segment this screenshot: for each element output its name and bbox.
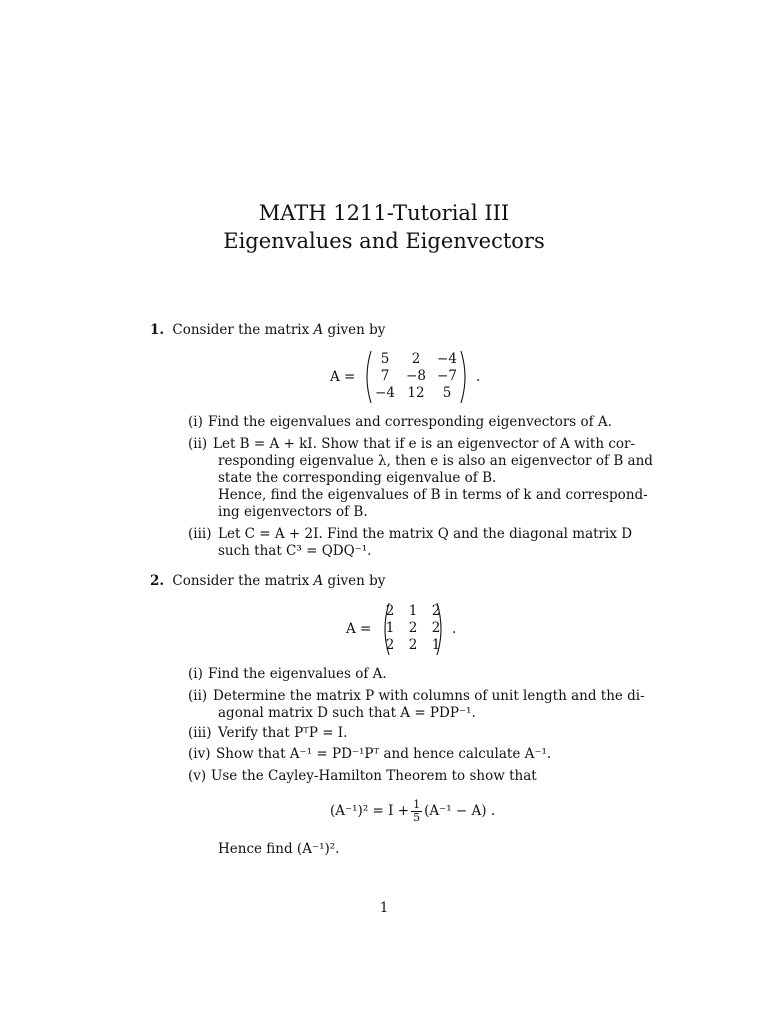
q1-item-iii-line: Let C = A + 2I. Find the matrix Q and the diagonal matrix D xyxy=(218,526,633,542)
matrix-cell: −4 xyxy=(375,385,395,401)
q2-item-iv-line: Show that A⁻¹ = PD⁻¹Pᵀ and hence calculate A⁻¹. xyxy=(216,746,552,762)
q1-intro-text-a: Consider the matrix xyxy=(172,322,314,338)
q1-item-label: (i) xyxy=(188,414,203,430)
q1-number: 1. xyxy=(150,322,165,338)
q1-item-ii-line: Hence, find the eigenvalues of B in terms of k and correspond- xyxy=(218,487,648,503)
matrix-cell: 2 xyxy=(385,637,395,653)
q2-item-label: (ii) xyxy=(188,688,208,704)
matrix-cell: −7 xyxy=(437,368,457,384)
matrix-cell: 1 xyxy=(385,620,395,636)
q1-eq-end: . xyxy=(476,369,481,385)
q2-intro-text-b: given by xyxy=(323,573,386,589)
ch-rhs: (A⁻¹ − A) . xyxy=(424,802,496,819)
q2-intro xyxy=(150,573,385,590)
matrix-cell: 2 xyxy=(411,351,421,367)
ch-frac-num: 1 xyxy=(413,797,421,811)
matrix-cell: 12 xyxy=(407,385,425,401)
matrix-cell: 5 xyxy=(442,385,452,401)
matrix-cell: −4 xyxy=(437,351,457,367)
q2-item-label: (iv) xyxy=(188,746,211,762)
matrix-cell: 5 xyxy=(380,351,390,367)
q1-matrix xyxy=(362,350,470,404)
q2-item-iii-line: Verify that PᵀP = I. xyxy=(218,725,348,741)
ch-fraction xyxy=(411,799,422,824)
matrix-cell: 2 xyxy=(431,620,441,636)
q1-intro-text-b: given by xyxy=(323,322,386,338)
q2-intro-var: A xyxy=(313,573,324,589)
page-subtitle: Eigenvalues and Eigenvectors xyxy=(223,229,545,253)
matrix-cell: −8 xyxy=(406,368,426,384)
q2-item-v-line: Use the Cayley-Hamilton Theorem to show that xyxy=(211,768,537,784)
q2-number: 2. xyxy=(150,573,165,589)
q2-item-label: (i) xyxy=(188,666,203,682)
page-title: MATH 1211-Tutorial III xyxy=(258,201,510,225)
ch-lhs: (A⁻¹)² = I + xyxy=(330,802,410,819)
matrix-cell: 2 xyxy=(408,620,418,636)
q1-item-label: (ii) xyxy=(188,436,208,452)
q2-item-label: (iii) xyxy=(188,725,212,741)
matrix-cell: 2 xyxy=(385,603,395,619)
q1-item-ii-line: responding eigenvalue λ, then e is also an eigenvector of B and xyxy=(218,453,653,469)
q1-intro xyxy=(150,322,385,339)
matrix-cell: 1 xyxy=(431,637,441,653)
q2-eq-end: . xyxy=(452,621,457,637)
ch-frac-den: 5 xyxy=(413,810,421,824)
q2-item-i-line: Find the eigenvalues of A. xyxy=(208,666,387,682)
matrix-cell: 2 xyxy=(431,603,441,619)
cayley-hamilton-equation xyxy=(330,796,495,826)
matrix-cell: 1 xyxy=(408,603,418,619)
q2-item-ii-line: agonal matrix D such that A = PDP⁻¹. xyxy=(218,705,476,721)
q1-item-ii-line: ing eigenvectors of B. xyxy=(218,504,368,520)
q2-matrix xyxy=(380,602,446,656)
q1-intro-var: A xyxy=(313,322,324,338)
q2-item-label: (v) xyxy=(188,768,207,784)
q2-item-ii-line: Determine the matrix P with columns of unit length and the di- xyxy=(213,688,645,704)
q1-item-label: (iii) xyxy=(188,526,212,542)
q2-hence: Hence find (A⁻¹)². xyxy=(218,841,340,857)
q1-item-i-line: Find the eigenvalues and corresponding eigenvectors of A. xyxy=(208,414,612,430)
q1-item-ii-line: state the corresponding eigenvalue of B. xyxy=(218,470,497,486)
q1-eq-lhs: A = xyxy=(330,369,356,385)
q1-item-iii-line: such that C³ = QDQ⁻¹. xyxy=(218,543,372,559)
matrix-cell: 2 xyxy=(408,637,418,653)
q2-eq-lhs: A = xyxy=(346,621,372,637)
matrix-cell: 7 xyxy=(380,368,390,384)
q1-item-ii-line: Let B = A + kI. Show that if e is an eigenvector of A with cor- xyxy=(213,436,636,452)
page-number: 1 xyxy=(379,900,389,916)
q2-intro-text-a: Consider the matrix xyxy=(172,573,314,589)
